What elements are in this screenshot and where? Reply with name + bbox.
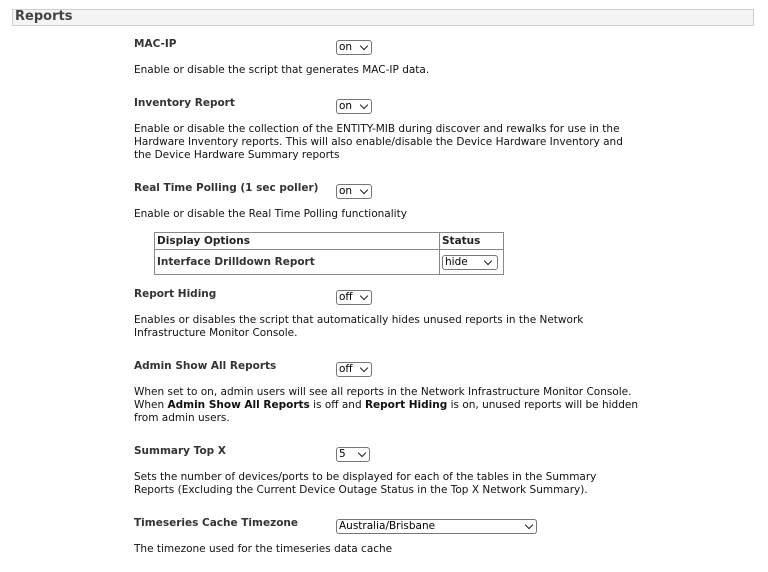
inventory-report-value: on (339, 100, 353, 112)
summary-top-x-label: Summary Top X (134, 445, 226, 457)
table-header-row (155, 233, 504, 250)
interface-drilldown-cell (440, 250, 504, 275)
report-hiding-label: Report Hiding (134, 288, 217, 300)
timeseries-tz-description: The timezone used for the timeseries data cache (134, 543, 393, 555)
chevron-down-icon (525, 521, 533, 529)
mac-ip-label: MAC-IP (134, 38, 177, 50)
timeseries-tz-select[interactable] (336, 519, 537, 534)
admin-show-all-select[interactable] (336, 362, 372, 377)
display-options-header: Display Options (155, 233, 440, 250)
admin-show-all-value: off (339, 363, 353, 375)
admin-show-all-desc-bold1: Admin Show All Reports (167, 399, 310, 411)
real-time-polling-label: Real Time Polling (1 sec poller) (134, 182, 319, 194)
report-hiding-value: off (339, 291, 353, 303)
chevron-down-icon (360, 42, 368, 50)
admin-show-all-desc-post: is on, unused reports will be hidden from admin users. (134, 399, 638, 424)
inventory-report-label: Inventory Report (134, 97, 235, 109)
real-time-polling-value: on (339, 185, 353, 197)
display-options-table (154, 232, 504, 275)
mac-ip-description: Enable or disable the script that generates MAC-IP data. (134, 64, 430, 76)
real-time-polling-description: Enable or disable the Real Time Polling functionality (134, 208, 407, 220)
chevron-down-icon (484, 256, 492, 264)
admin-show-all-desc-pre: When set to on, admin users will see all reports in the Network Infrastructure Monitor Console. When (134, 386, 632, 411)
timeseries-tz-label: Timeseries Cache Timezone (134, 517, 299, 529)
admin-show-all-desc-mid: is off and (309, 399, 365, 411)
section-header (12, 9, 754, 26)
mac-ip-value: on (339, 41, 353, 53)
summary-top-x-value: 5 (339, 448, 346, 460)
interface-drilldown-select[interactable] (442, 255, 498, 270)
interface-drilldown-label: Interface Drilldown Report (155, 250, 440, 275)
summary-top-x-description: Sets the number of devices/ports to be displayed for each of the tables in the Summary Reports (Excluding the Current Device Outage Status in the Top X Network Summary). (134, 471, 597, 496)
report-hiding-select[interactable] (336, 290, 372, 305)
chevron-down-icon (360, 101, 368, 109)
report-hiding-description: Enables or disables the script that automatically hides unused reports in the Network Infrastructure Monitor Console. (134, 314, 584, 339)
chevron-down-icon (360, 292, 368, 300)
chevron-down-icon (360, 186, 368, 194)
section-title: Reports (15, 9, 73, 24)
summary-top-x-select[interactable] (336, 447, 370, 462)
real-time-polling-select[interactable] (336, 184, 372, 199)
chevron-down-icon (360, 364, 368, 372)
inventory-report-select[interactable] (336, 99, 372, 114)
chevron-down-icon (358, 449, 366, 457)
mac-ip-select[interactable] (336, 40, 372, 55)
admin-show-all-desc-bold2: Report Hiding (364, 399, 448, 411)
admin-show-all-label: Admin Show All Reports (134, 360, 277, 372)
inventory-report-description: Enable or disable the collection of the ENTITY-MIB during discover and rewalks for use in the Hardware Inventory reports. This will also enable/disable the Device Hardware Inventory and the Device Hardware Summary reports (134, 123, 623, 161)
admin-show-all-description (134, 386, 639, 425)
table-row (155, 250, 504, 275)
timeseries-tz-value: Australia/Brisbane (339, 520, 436, 532)
interface-drilldown-value: hide (445, 255, 468, 268)
status-header: Status (440, 233, 504, 250)
